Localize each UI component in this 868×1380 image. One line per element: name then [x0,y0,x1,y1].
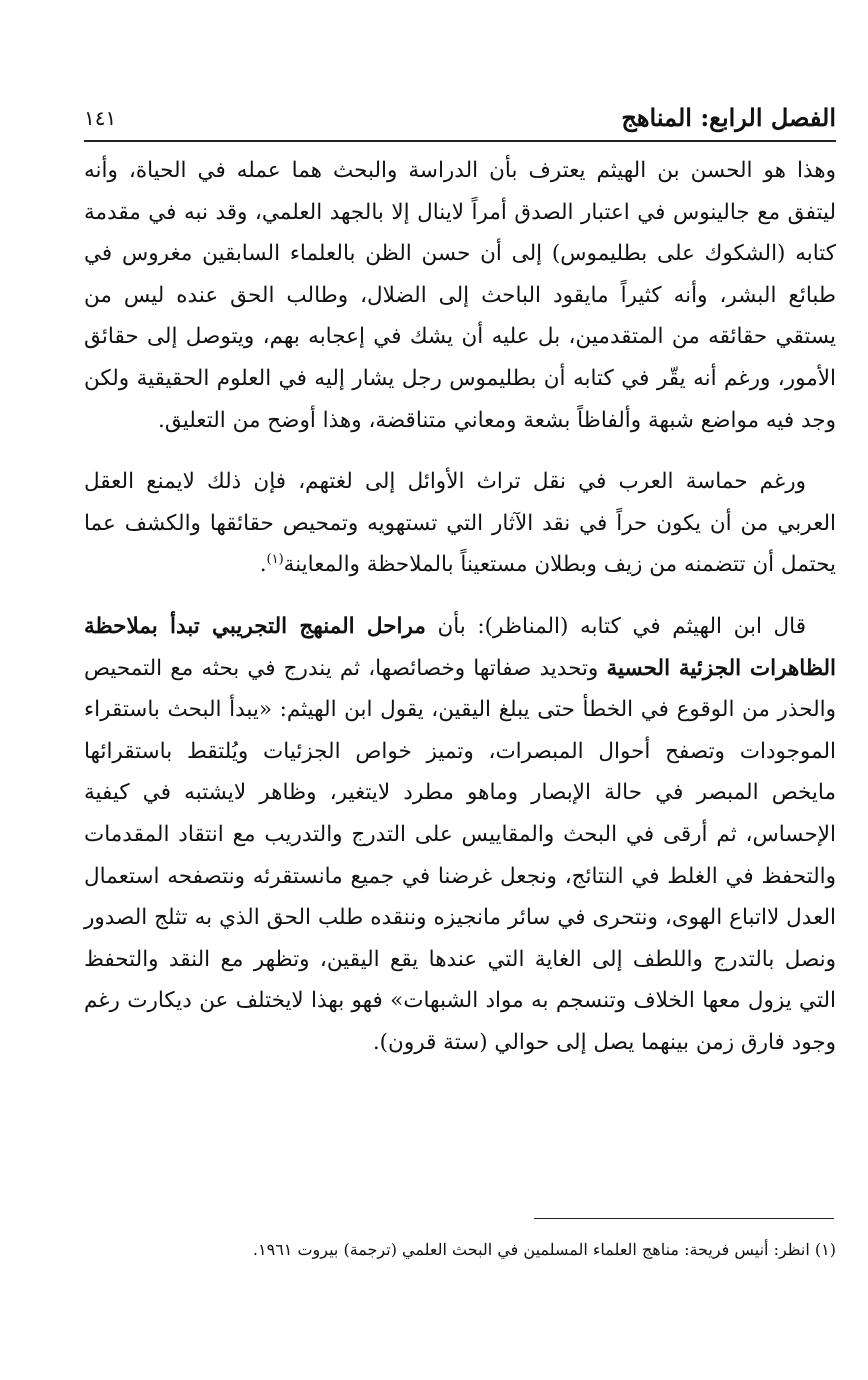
body-text [84,150,836,1063]
paragraph-2 [84,461,836,586]
paragraph-3 [84,606,836,1064]
footnote: (١) انظر: أنيس فريحة: مناهج العلماء المسلمين في البحث العلمي (ترجمة) بيروت ١٩٦١. [252,1240,836,1259]
paragraph-3-lead: قال ابن الهيثم في كتابه (المناظر): بأن [425,613,807,639]
paragraph-3-bold: مراحل المنهج التجريبي تبدأ بملاحظة الظاهرات الجزئية الحسية [84,613,836,681]
footnote-reference: (١) [266,552,284,568]
page-header [84,92,836,138]
paragraph-2-end: . [259,552,267,578]
footnote-rule [534,1218,834,1219]
running-title: الفصل الرابع: المناهج [621,103,836,132]
paragraph-2-text: ورغم حماسة العرب في نقل تراث الأوائل إلى لغتهم، فإن ذلك لايمنع العقل العربي من أن يكون حراً في نقد الآثار التي تستهويه وتمحيص حقائقها والكشف عما يحتمل أن تتضمنه من زيف وبطلان مستعيناً بالملاحظة والمعاينة [84,469,836,578]
paragraph-3-rest: وتحديد صفاتها وخصائصها، ثم يندرج في بحثه مع التمحيص والحذر من الوقوع في الخطأ حتى يبلغ اليقين، يقول ابن الهيثم: «يبدأ البحث باستقراء الموجودات وتصفح أحوال المبصرات، وتميز خواص الجزئيات ويُلتقط باستقرائها مايخص المبصر في حالة الإبصار وماهو مطرد لايتغير، وظاهر لايشتبه في كيفية الإحساس، ثم أرقى في البحث والمقاييس على التدرج والتدريب مع انتقاد المقدمات والتحفظ في الغلط في النتائج، ونجعل غرضنا في جميع مانستقرئه ونتصفحه استعمال العدل لااتباع الهوى، ونتحرى في سائر مانجيزه وننقده طلب الحق الذي به تثلج الصدور ونصل بالتدرج واللطف إلى الغاية التي عندها يقع اليقين، وتظهر مع النقد والتحفظ التي يزول معها الخلاف وتنسجم به مواد الشبهات» فهو بهذا لايختلف عن ديكارت رغم وجود فارق زمن بينهما يصل إلى حوالي (ستة قرون). [84,655,837,1055]
paragraph-1: وهذا هو الحسن بن الهيثم يعترف بأن الدراسة والبحث هما عمله في الحياة، وأنه ليتفق مع جالينوس في اعتبار الصدق أمراً لاينال إلا بالجهد العلمي، وقد نبه في مقدمة كتابه (الشكوك على بطليموس) إلى أن حسن الظن بالعلماء السابقين مغروس في طبائع البشر، وأنه كثيراً مايقود الباحث إلى الضلال، وطالب الحق عنده ليس من يستقي حقائقه من المتقدمين، بل عليه أن يشك في إعجابه بهم، ويتوصل إلى حقائق الأمور، ورغم أنه يقّر في كتابه أن بطليموس رجل يشار إليه في العلوم الحقيقية ولكن وجد فيه مواضع شبهة وألفاظاً بشعة ومعاني متناقضة، وهذا أوضح من التعليق. [84,158,836,433]
header-rule [84,140,836,142]
page-number: ١٤١ [84,106,117,130]
